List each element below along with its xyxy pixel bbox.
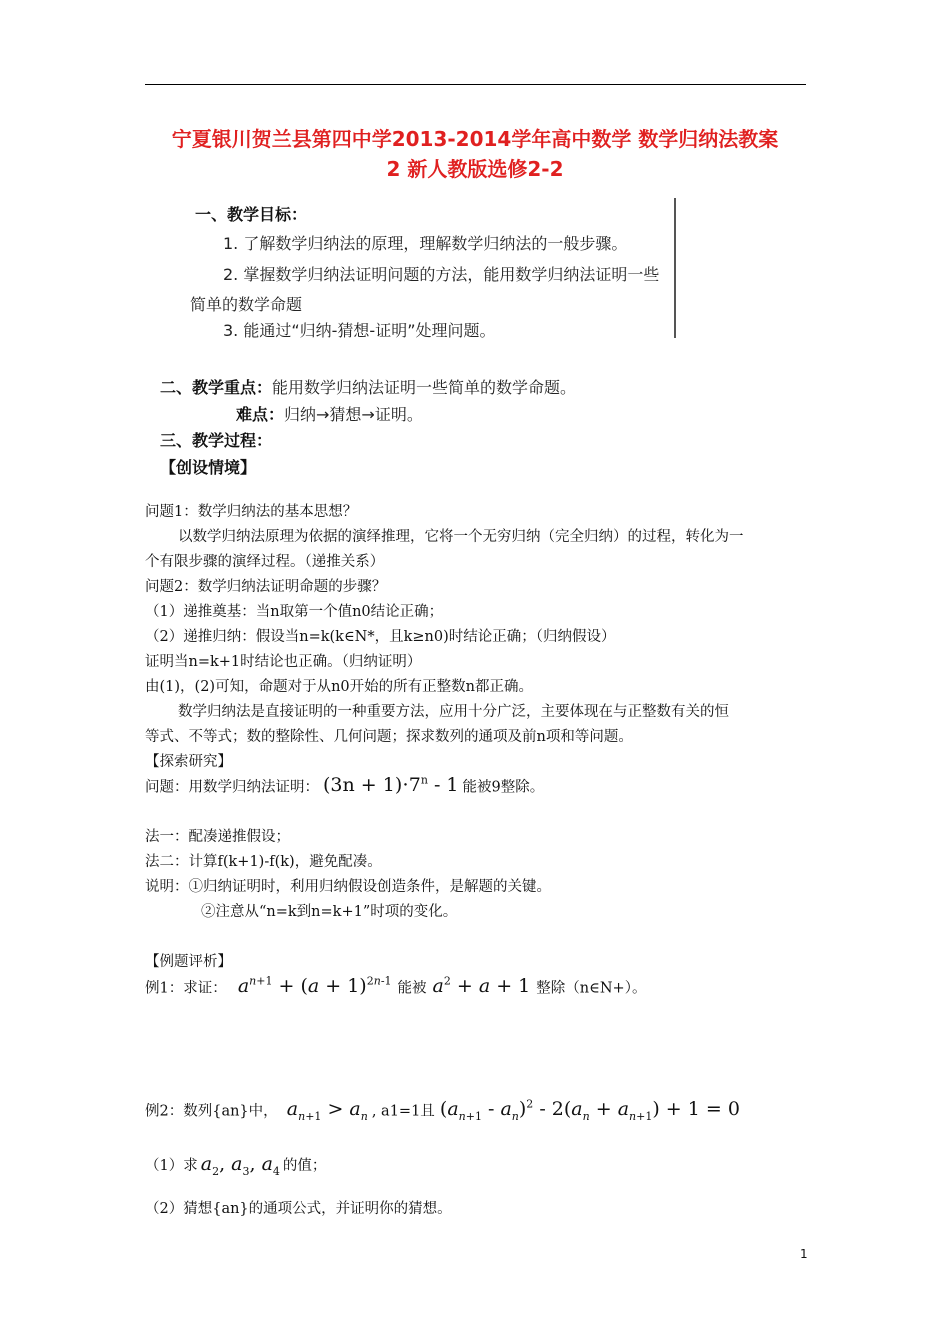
paragraph-methods-cont: 等式、不等式；数的整除性、几何问题；探求数列的通项及前n项和等问题。 bbox=[145, 729, 633, 745]
example-2-prefix: 例2：数列{an}中， bbox=[145, 1103, 278, 1120]
section-examples: 【例题评析】 bbox=[145, 954, 232, 970]
paragraph-methods: 数学归纳法是直接证明的一种重要方法，应用十分广泛，主要体现在与正整数有关的恒 bbox=[178, 704, 729, 720]
objective-item-3: 3. 能通过“归纳-猜想-证明”处理问题。 bbox=[223, 321, 496, 340]
step-2: （2）递推归纳：假设当n=k(k∈N*，且k≥n0)时结论正确；（归纳假设） bbox=[145, 629, 616, 645]
objective-item-2-cont: 简单的数学命题 bbox=[190, 295, 303, 314]
process-heading: 三、教学过程： bbox=[160, 431, 273, 450]
example-1-suffix: 整除（n∈N+）。 bbox=[536, 980, 647, 997]
part-1-prefix: （1）求 bbox=[145, 1158, 198, 1174]
method-1: 法一：配凑递推假设； bbox=[145, 829, 290, 845]
difficulty-label: 难点： bbox=[236, 405, 285, 424]
problem-formula: $(3n + 1)\cdot 7^n - 1$ bbox=[323, 774, 459, 797]
objective-item-2: 2. 掌握数学归纳法证明问题的方法，能用数学归纳法证明一些 bbox=[223, 265, 660, 284]
example-1-mid: 能被 bbox=[397, 980, 427, 997]
problem-suffix: 能被9整除。 bbox=[462, 779, 545, 796]
method-2: 法二：计算f(k+1)-f(k)，避免配凑。 bbox=[145, 854, 382, 870]
example-2-mid: , a1=1且 bbox=[371, 1103, 435, 1120]
example-1-expression: $a^{n+1} + (a + 1)^{2n-1}$ bbox=[237, 975, 392, 998]
part-1-suffix: 的值； bbox=[282, 1158, 327, 1174]
explore-problem bbox=[145, 774, 544, 796]
note-2: ②注意从“n=k到n=k+1”时项的变化。 bbox=[201, 904, 458, 920]
example-1-prefix: 例1：求证： bbox=[145, 980, 227, 997]
difficulty-line bbox=[236, 402, 423, 425]
example-1-divisor: $a^2 + a + 1$ bbox=[432, 975, 531, 998]
header-rule bbox=[145, 84, 806, 85]
example-2 bbox=[145, 1098, 740, 1123]
document-title-line1: 宁夏银川贺兰县第四中学2013-2014学年高中数学 数学归纳法教案 bbox=[171, 127, 779, 151]
document-title-line2: 2 新人教版选修2-2 bbox=[386, 157, 564, 181]
example-1 bbox=[145, 975, 646, 997]
keypoints-line bbox=[160, 375, 576, 398]
page-number: 1 bbox=[800, 1247, 808, 1261]
question-2: 问题2：数学归纳法证明命题的步骤？ bbox=[145, 579, 387, 595]
section-explore: 【探索研究】 bbox=[145, 754, 232, 770]
section-scenario: 【创设情境】 bbox=[160, 458, 257, 477]
difficulty-text: 归纳→猜想→证明。 bbox=[284, 405, 423, 424]
objective-item-1: 1. 了解数学归纳法的原理，理解数学归纳法的一般步骤。 bbox=[223, 234, 628, 253]
conclusion: 由(1)，(2)可知，命题对于从n0开始的所有正整数n都正确。 bbox=[145, 679, 533, 695]
keypoints-text: 能用数学归纳法证明一些简单的数学命题。 bbox=[272, 378, 577, 397]
question-1-answer: 以数学归纳法原理为依据的演绎推理，它将一个无穷归纳（完全归纳）的过程，转化为一 bbox=[178, 529, 744, 545]
note-1: 说明：①归纳证明时，利用归纳假设创造条件，是解题的关键。 bbox=[145, 879, 551, 895]
step-2-cont: 证明当n=k+1时结论也正确。（归纳证明） bbox=[145, 654, 422, 670]
example-2-part-2: （2）猜想{an}的通项公式，并证明你的猜想。 bbox=[145, 1201, 452, 1217]
example-2-condition: $a_{n+1} > a_n$ bbox=[286, 1098, 368, 1124]
problem-prefix: 问题：用数学归纳法证明： bbox=[145, 779, 319, 796]
scan-margin-line bbox=[674, 198, 676, 338]
objectives-heading: 一、教学目标： bbox=[195, 205, 308, 224]
question-1-answer-cont: 个有限步骤的演绎过程。（递推关系） bbox=[145, 554, 385, 570]
example-2-equation: $(a_{n+1} - a_n)^2 - 2(a_n + a_{n+1}) + 1 = 0$ bbox=[439, 1098, 740, 1124]
question-1: 问题1：数学归纳法的基本思想？ bbox=[145, 504, 358, 520]
example-2-part-1 bbox=[145, 1153, 326, 1178]
keypoints-heading: 二、教学重点： bbox=[160, 378, 273, 397]
part-1-terms: $a_2$, $a_3$, $a_4$ bbox=[200, 1153, 280, 1178]
step-1: （1）递推奠基：当n取第一个值n0结论正确； bbox=[145, 604, 444, 620]
